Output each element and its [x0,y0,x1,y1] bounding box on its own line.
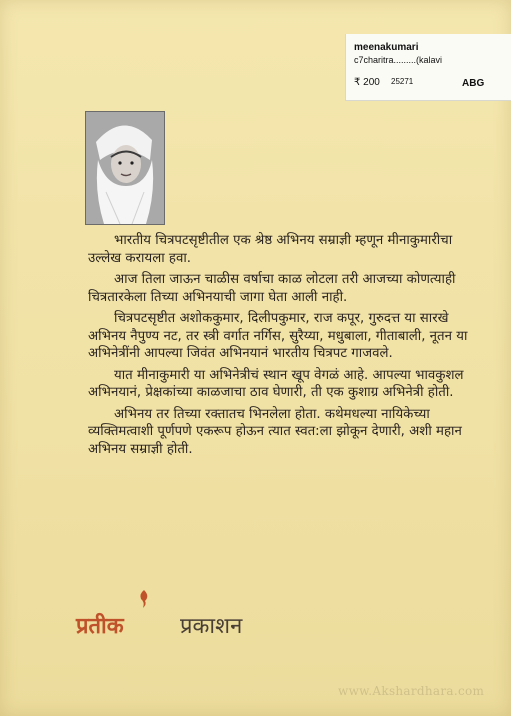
flame-mark-icon [138,590,150,608]
sticker-tag: ABG [462,78,485,89]
sticker-title: meenakumari [354,42,419,53]
blurb-text [88,232,488,462]
blurb-paragraph-5: अभिनय तर तिच्या रक्तातच भिनलेला होता. कथेमधल्या नायिकेच्या व्यक्तिमत्वाशी पूर्णपणे एकरूप होऊन त्यात स्वत:ला झोकून देणारी, अशी महान अभिनय सम्राज्ञी होती. [88,406,462,457]
price-sticker [345,34,511,101]
sticker-price: ₹ 200 [354,77,380,88]
blurb-paragraph-1: भारतीय चित्रपटसृष्टीतील एक श्रेष्ठ अभिनय सम्राज्ञी म्हणून मीनाकुमारीचा उल्लेख करायला हवा. [88,233,453,266]
publisher-name-bold: प्रतीक [76,614,124,639]
portrait-image [86,112,164,224]
blurb-paragraph-2: आज तिला जाऊन चाळीस वर्षाचा काळ लोटला तरी आजच्या कोणत्याही चित्रतारकेला तिच्या अभिनयाची जागा घेता आली नाही. [88,272,456,305]
publisher-name-rest: प्रकाशन [180,614,243,639]
author-portrait-photo [85,111,165,225]
sticker-subtitle: c7charitra.........(kalavi [354,55,443,65]
publisher-logo [76,590,336,650]
sticker-code: 25271 [391,77,414,86]
blurb-paragraph-3: चित्रपटसृष्टीत अशोककुमार, दिलीपकुमार, राज कपूर, गुरुदत्त या सारखे अभिनय नैपुण्य नट, तर स्त्री वर्गात नर्गिस, सुरैय्या, मधुबाला, गीताबाली, नूतन या अभिनेत्रींनी आपल्या जिवंत अभिनयानं भारतीय चित्रपट गाजवले. [88,311,468,361]
watermark-url: www.Akshardhara.com [338,684,485,698]
blurb-paragraph-4: यात मीनाकुमारी या अभिनेत्रीचं स्थान खूप वेगळं आहे. आपल्या भावकुशल अभिनयानं, प्रेक्षकांच्या काळजाचा ठाव घेणारी, ती एक कुशाग्र अभिनेत्री होती. [88,367,464,400]
